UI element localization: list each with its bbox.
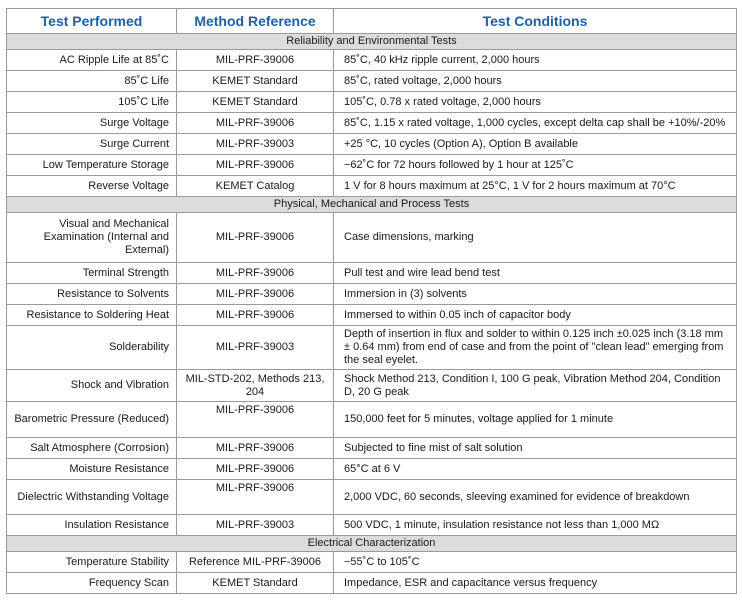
section-row bbox=[7, 536, 737, 552]
test-conditions: 500 VDC, 1 minute, insulation resistance not less than 1,000 MΩ bbox=[334, 515, 737, 536]
method-reference: Reference MIL-PRF-39006 bbox=[177, 552, 334, 573]
method-reference: MIL-PRF-39006 bbox=[177, 284, 334, 305]
section-title: Electrical Characterization bbox=[7, 536, 737, 552]
test-name: Visual and Mechanical Examination (Internal and External) bbox=[7, 213, 177, 263]
table-row bbox=[7, 134, 737, 155]
test-name: Moisture Resistance bbox=[7, 459, 177, 480]
table-row bbox=[7, 263, 737, 284]
test-conditions: Pull test and wire lead bend test bbox=[334, 263, 737, 284]
table-row bbox=[7, 50, 737, 71]
section-row bbox=[7, 197, 737, 213]
test-name: Low Temperature Storage bbox=[7, 155, 177, 176]
test-conditions: Shock Method 213, Condition I, 100 G peak, Vibration Method 204, Condition D, 20 G peak bbox=[334, 370, 737, 402]
method-reference: MIL-PRF-39006 bbox=[177, 50, 334, 71]
test-name: Surge Voltage bbox=[7, 113, 177, 134]
test-name: Reverse Voltage bbox=[7, 176, 177, 197]
test-conditions: −55˚C to 105˚C bbox=[334, 552, 737, 573]
method-reference: KEMET Standard bbox=[177, 92, 334, 113]
test-name: Insulation Resistance bbox=[7, 515, 177, 536]
test-conditions: 85˚C, 40 kHz ripple current, 2,000 hours bbox=[334, 50, 737, 71]
test-name: 105˚C Life bbox=[7, 92, 177, 113]
header-test-performed: Test Performed bbox=[7, 9, 177, 34]
header-test-conditions: Test Conditions bbox=[334, 9, 737, 34]
table-row bbox=[7, 155, 737, 176]
test-conditions: Immersion in (3) solvents bbox=[334, 284, 737, 305]
test-name: Shock and Vibration bbox=[7, 370, 177, 402]
table-row bbox=[7, 552, 737, 573]
test-conditions: Immersed to within 0.05 inch of capacitor body bbox=[334, 305, 737, 326]
method-reference: MIL-PRF-39006 bbox=[177, 113, 334, 134]
method-reference: MIL-PRF-39006 bbox=[177, 263, 334, 284]
method-reference: MIL-PRF-39006 bbox=[177, 402, 334, 438]
test-conditions: 150,000 feet for 5 minutes, voltage applied for 1 minute bbox=[334, 402, 737, 438]
method-reference: MIL-PRF-39003 bbox=[177, 515, 334, 536]
table-row bbox=[7, 92, 737, 113]
method-reference: MIL-PRF-39006 bbox=[177, 213, 334, 263]
test-name: Solderability bbox=[7, 326, 177, 370]
table-row bbox=[7, 326, 737, 370]
test-conditions: Subjected to fine mist of salt solution bbox=[334, 438, 737, 459]
test-name: AC Ripple Life at 85˚C bbox=[7, 50, 177, 71]
method-reference: MIL-PRF-39006 bbox=[177, 305, 334, 326]
method-reference: MIL-PRF-39006 bbox=[177, 480, 334, 515]
test-name: Surge Current bbox=[7, 134, 177, 155]
method-reference: KEMET Catalog bbox=[177, 176, 334, 197]
method-reference: MIL-PRF-39003 bbox=[177, 326, 334, 370]
test-conditions: −62˚C for 72 hours followed by 1 hour at 125˚C bbox=[334, 155, 737, 176]
method-reference: MIL-PRF-39003 bbox=[177, 134, 334, 155]
test-conditions: +25 °C, 10 cycles (Option A), Option B available bbox=[334, 134, 737, 155]
test-name: Resistance to Soldering Heat bbox=[7, 305, 177, 326]
section-title: Physical, Mechanical and Process Tests bbox=[7, 197, 737, 213]
test-name: 85˚C Life bbox=[7, 71, 177, 92]
method-reference: MIL-PRF-39006 bbox=[177, 155, 334, 176]
test-conditions: 105˚C, 0.78 x rated voltage, 2,000 hours bbox=[334, 92, 737, 113]
test-conditions: Impedance, ESR and capacitance versus frequency bbox=[334, 573, 737, 594]
table-row bbox=[7, 402, 737, 438]
test-conditions: Depth of insertion in flux and solder to within 0.125 inch ±0.025 inch (3.18 mm ± 0.64 mm) from end of case and from the point of "clean lead" emerging from the seal eyelet. bbox=[334, 326, 737, 370]
header-method-reference: Method Reference bbox=[177, 9, 334, 34]
test-name: Salt Atmosphere (Corrosion) bbox=[7, 438, 177, 459]
method-reference: KEMET Standard bbox=[177, 573, 334, 594]
table-row bbox=[7, 480, 737, 515]
test-conditions: 65°C at 6 V bbox=[334, 459, 737, 480]
test-conditions: Case dimensions, marking bbox=[334, 213, 737, 263]
test-name: Resistance to Solvents bbox=[7, 284, 177, 305]
test-name: Terminal Strength bbox=[7, 263, 177, 284]
test-name: Frequency Scan bbox=[7, 573, 177, 594]
test-conditions-table bbox=[6, 8, 737, 594]
test-name: Dielectric Withstanding Voltage bbox=[7, 480, 177, 515]
test-name: Barometric Pressure (Reduced) bbox=[7, 402, 177, 438]
table-row bbox=[7, 213, 737, 263]
table-row bbox=[7, 71, 737, 92]
table-row bbox=[7, 113, 737, 134]
header-row bbox=[7, 9, 737, 34]
section-row bbox=[7, 34, 737, 50]
section-title: Reliability and Environmental Tests bbox=[7, 34, 737, 50]
table-row bbox=[7, 515, 737, 536]
table-row bbox=[7, 573, 737, 594]
test-conditions: 85˚C, rated voltage, 2,000 hours bbox=[334, 71, 737, 92]
test-conditions: 85˚C, 1.15 x rated voltage, 1,000 cycles, except delta cap shall be +10%/-20% bbox=[334, 113, 737, 134]
table-row bbox=[7, 176, 737, 197]
table-row bbox=[7, 459, 737, 480]
table-row bbox=[7, 284, 737, 305]
method-reference: MIL-PRF-39006 bbox=[177, 438, 334, 459]
table-row bbox=[7, 438, 737, 459]
test-conditions: 1 V for 8 hours maximum at 25°C, 1 V for 2 hours maximum at 70°C bbox=[334, 176, 737, 197]
method-reference: KEMET Standard bbox=[177, 71, 334, 92]
method-reference: MIL-STD-202, Methods 213, 204 bbox=[177, 370, 334, 402]
method-reference: MIL-PRF-39006 bbox=[177, 459, 334, 480]
table-row bbox=[7, 305, 737, 326]
table-row bbox=[7, 370, 737, 402]
test-name: Temperature Stability bbox=[7, 552, 177, 573]
test-conditions: 2,000 VDC, 60 seconds, sleeving examined for evidence of breakdown bbox=[334, 480, 737, 515]
